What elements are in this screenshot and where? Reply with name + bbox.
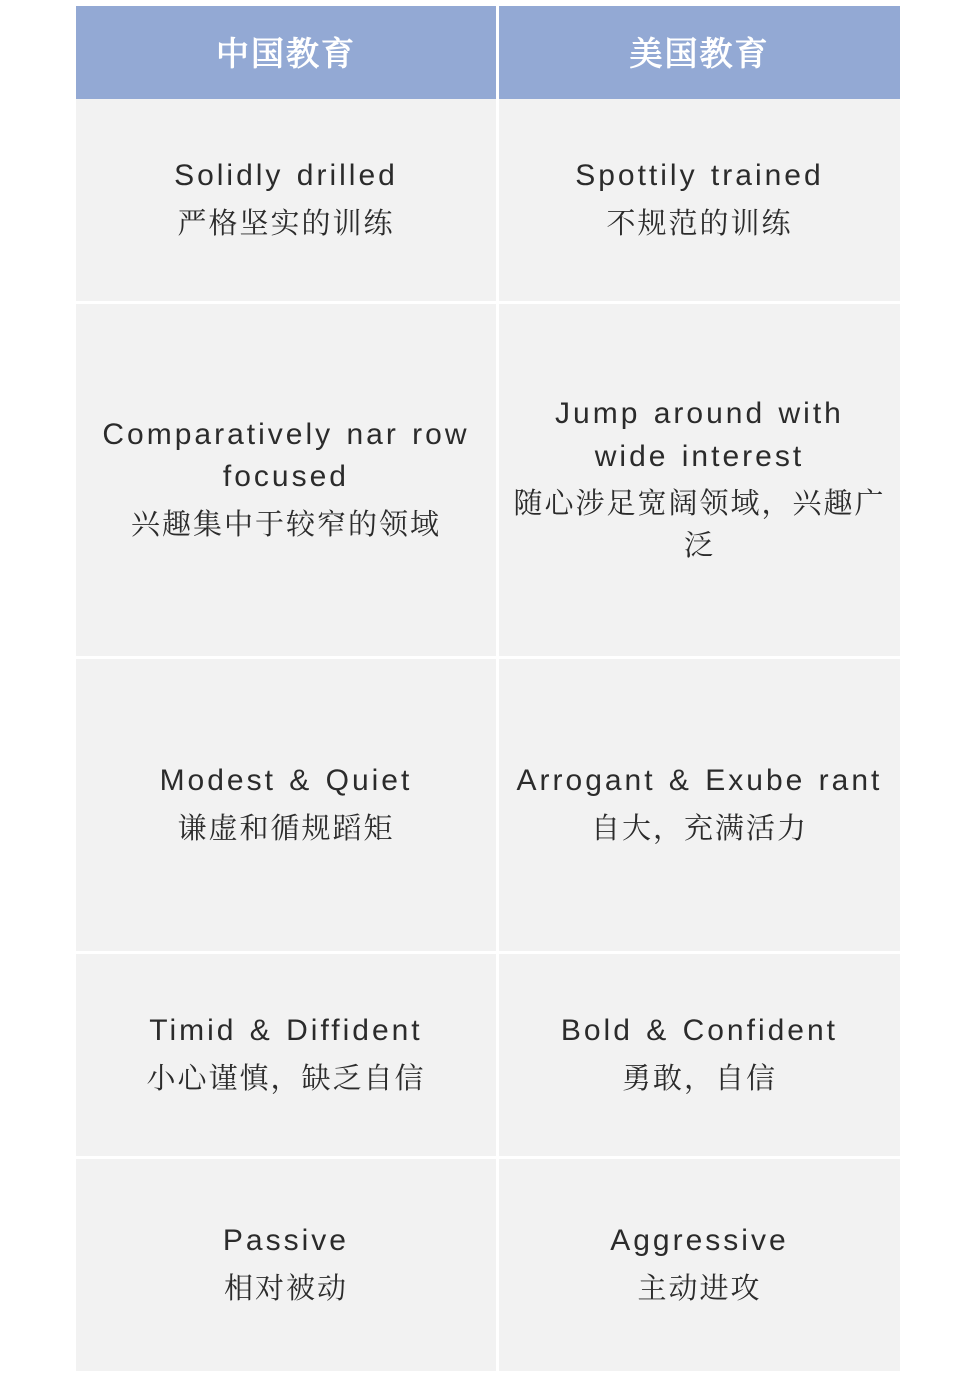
cell-left-4	[76, 1159, 499, 1371]
cell-text-zh: 主动进攻	[637, 1272, 762, 1305]
comparison-table	[76, 6, 900, 1371]
cell-text-en: Spottily trained	[575, 159, 824, 193]
cell-right-1	[499, 304, 900, 659]
cell-right-4	[499, 1159, 900, 1371]
cell-text-zh: 小心谨慎，缺乏自信	[146, 1062, 426, 1095]
cell-text-zh: 谦虚和循规蹈矩	[177, 812, 395, 845]
cell-text-en: Modest & Quiet	[159, 764, 413, 798]
cell-left-3	[76, 954, 499, 1159]
cell-text-zh: 严格坚实的训练	[177, 207, 395, 240]
table-row	[76, 1159, 900, 1371]
cell-text-en: Bold & Confident	[560, 1014, 839, 1048]
cell-text-zh: 不规范的训练	[606, 207, 793, 240]
cell-right-0	[499, 99, 900, 304]
cell-text-zh: 兴趣集中于较窄的领域	[130, 509, 441, 541]
cell-text-en: Arrogant & Exube rant	[516, 764, 883, 798]
cell-text-en: Passive	[222, 1224, 349, 1258]
cell-left-2	[76, 659, 499, 954]
table-header-row	[76, 6, 900, 99]
cell-text-en: Solidly drilled	[174, 159, 398, 193]
cell-text-en: Timid & Diffident	[149, 1014, 423, 1048]
cell-text-zh: 随心涉足宽阔领域，兴趣广泛	[513, 488, 886, 562]
cell-text-zh: 勇敢，自信	[621, 1062, 777, 1095]
cell-text-zh: 相对被动	[223, 1272, 348, 1305]
cell-left-1	[76, 304, 499, 659]
table-row	[76, 99, 900, 304]
cell-text-en: Comparatively nar row focused	[102, 417, 470, 494]
column-header-usa: 美国教育	[499, 6, 900, 99]
cell-text-zh: 自大，充满活力	[590, 812, 808, 845]
table-row	[76, 304, 900, 659]
column-header-china: 中国教育	[76, 6, 499, 99]
cell-left-0	[76, 99, 499, 304]
table-row	[76, 659, 900, 954]
cell-text-en: Aggressive	[610, 1224, 789, 1258]
table-row	[76, 954, 900, 1159]
cell-right-3	[499, 954, 900, 1159]
cell-right-2	[499, 659, 900, 954]
cell-text-en: Jump around with wide interest	[555, 397, 844, 473]
